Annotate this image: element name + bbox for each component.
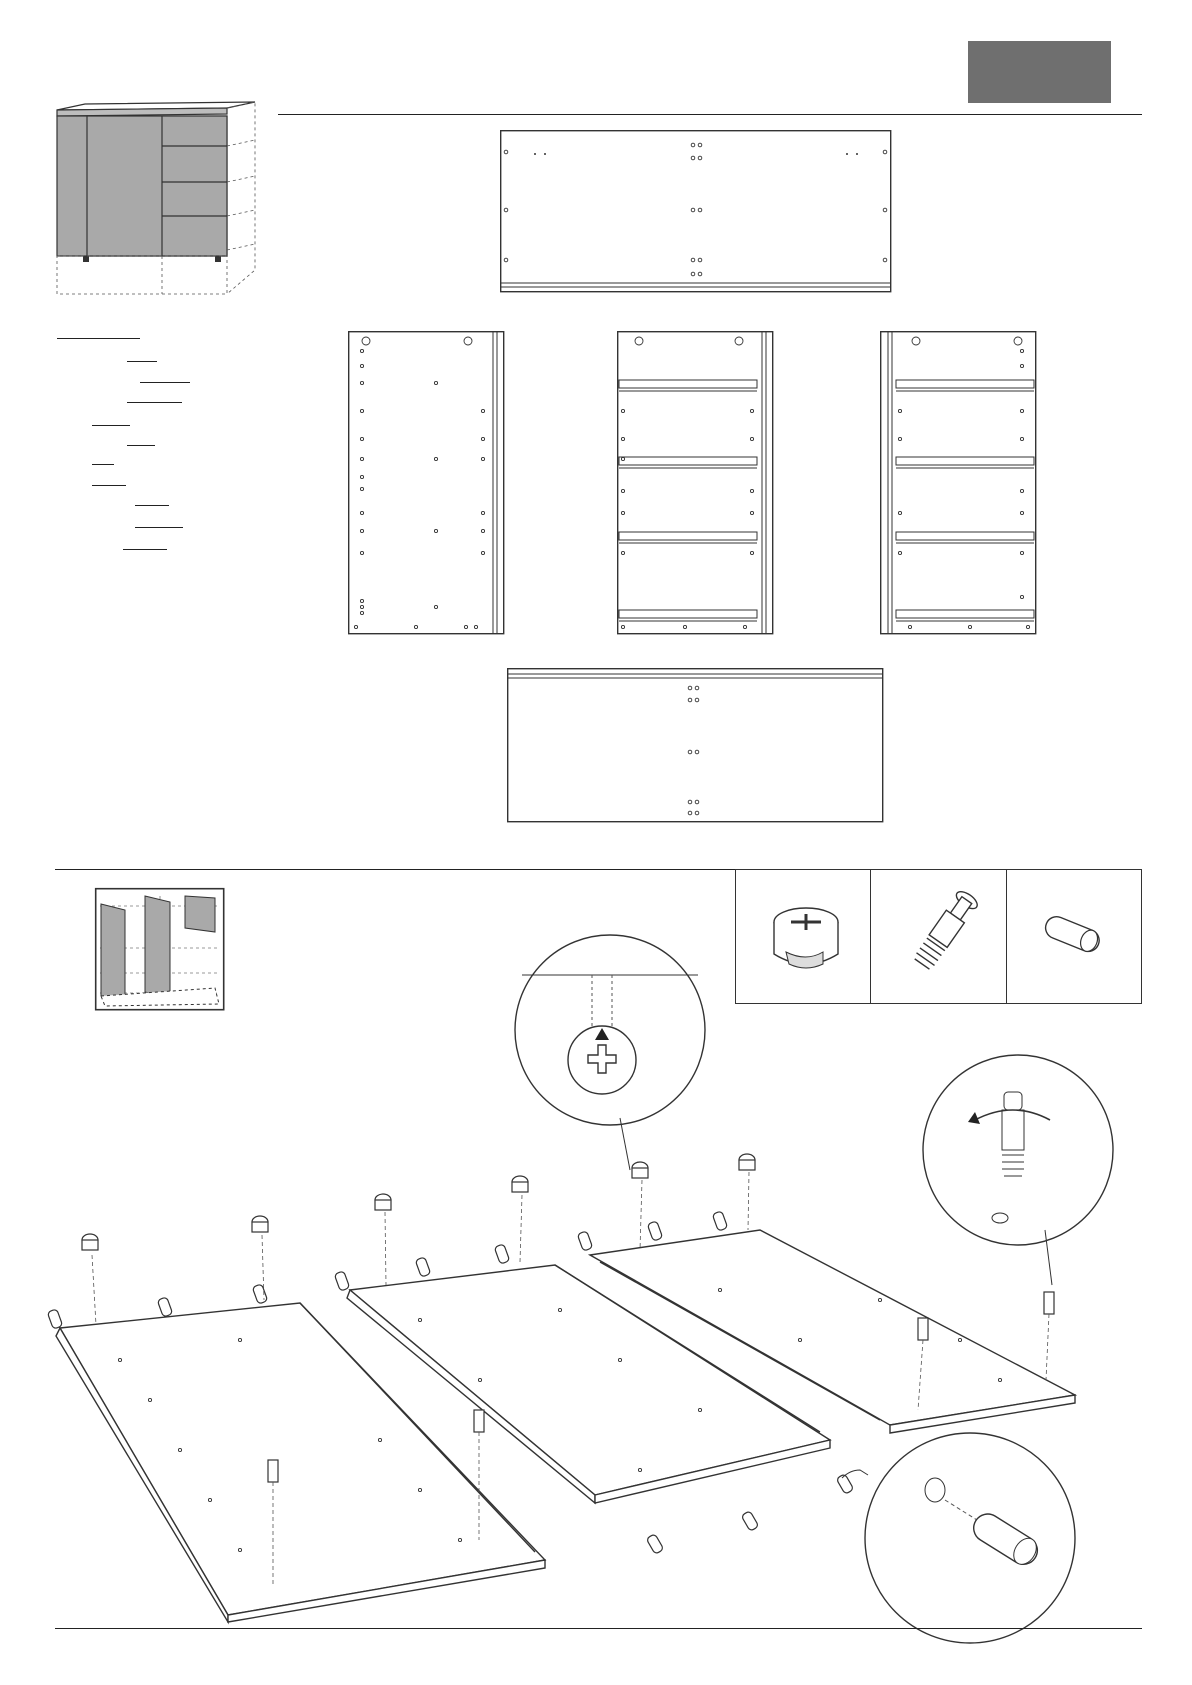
legend-entry xyxy=(127,402,182,403)
legend-entry xyxy=(92,425,130,426)
legend-entry xyxy=(92,464,114,465)
cam-lock-arrow-detail xyxy=(515,935,705,1170)
footer-rule xyxy=(55,1628,1142,1629)
sideboard-overview-drawing xyxy=(55,100,265,300)
top-panel-drawing xyxy=(500,130,892,293)
legend-entry xyxy=(140,382,190,383)
dowel-insert-detail xyxy=(842,1433,1075,1643)
side-panel-right-drawing xyxy=(880,331,1037,635)
header-rule xyxy=(278,114,1142,115)
legend-entry xyxy=(127,361,157,362)
assembly-drawing xyxy=(0,940,1192,1640)
middle-divider-panel-drawing xyxy=(617,331,774,635)
step-tab xyxy=(968,41,1111,103)
bottom-panel-drawing xyxy=(507,668,884,823)
legend-entry xyxy=(127,445,155,446)
legend-entry xyxy=(135,527,183,528)
screw-in-bolt-detail xyxy=(923,1055,1113,1285)
side-panel-left-drawing xyxy=(348,331,505,635)
legend-entry xyxy=(92,485,126,486)
legend-entry xyxy=(123,549,167,550)
legend-entry xyxy=(135,505,169,506)
legend-entry xyxy=(57,338,140,339)
